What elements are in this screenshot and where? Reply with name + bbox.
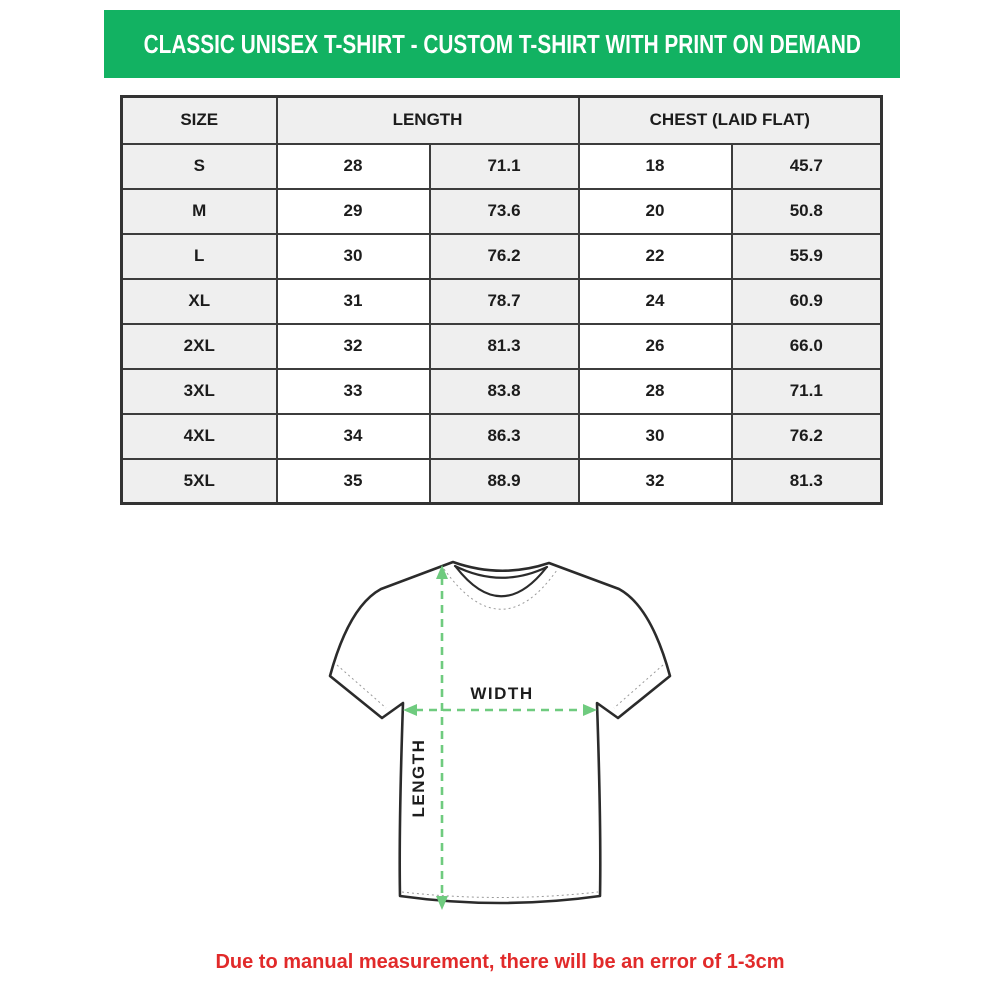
length-cm-value: 86.3: [430, 414, 579, 459]
page-title: CLASSIC UNISEX T-SHIRT - CUSTOM T-SHIRT WITH PRINT ON DEMAND: [143, 28, 861, 59]
table-row: [122, 144, 882, 189]
length-cm-value: 88.9: [430, 459, 579, 504]
size-table-header: [122, 97, 882, 144]
length-cm-value: 78.7: [430, 279, 579, 324]
chest-in-value: 18: [579, 144, 732, 189]
column-header-length: LENGTH: [277, 97, 579, 144]
table-row: [122, 189, 882, 234]
length-in-value: 29: [277, 189, 430, 234]
chest-in-value: 20: [579, 189, 732, 234]
chest-cm-value: 76.2: [732, 414, 882, 459]
size-label: M: [122, 189, 277, 234]
length-arrow-down-icon: [436, 896, 448, 910]
chest-in-value: 28: [579, 369, 732, 414]
length-in-value: 33: [277, 369, 430, 414]
length-in-value: 31: [277, 279, 430, 324]
column-header-size: SIZE: [122, 97, 277, 144]
width-label: WIDTH: [470, 684, 534, 703]
tshirt-outline: [330, 562, 670, 903]
length-cm-value: 76.2: [430, 234, 579, 279]
size-label: XL: [122, 279, 277, 324]
size-label: 4XL: [122, 414, 277, 459]
tshirt-diagram-svg: [320, 552, 680, 937]
size-label: S: [122, 144, 277, 189]
length-in-value: 28: [277, 144, 430, 189]
measurement-disclaimer: Due to manual measurement, there will be an error of 1-3cm: [215, 951, 785, 973]
chest-in-value: 24: [579, 279, 732, 324]
chest-in-value: 26: [579, 324, 732, 369]
length-cm-value: 73.6: [430, 189, 579, 234]
column-header-chest: CHEST (LAID FLAT): [579, 97, 882, 144]
chest-in-value: 30: [579, 414, 732, 459]
chest-cm-value: 81.3: [732, 459, 882, 504]
table-row: [122, 414, 882, 459]
table-row: [122, 234, 882, 279]
length-cm-value: 71.1: [430, 144, 579, 189]
chest-cm-value: 66.0: [732, 324, 882, 369]
table-row: [122, 324, 882, 369]
chest-in-value: 22: [579, 234, 732, 279]
table-header-row: [122, 97, 882, 144]
chest-cm-value: 71.1: [732, 369, 882, 414]
chest-cm-value: 50.8: [732, 189, 882, 234]
size-label: 3XL: [122, 369, 277, 414]
size-label: 2XL: [122, 324, 277, 369]
length-in-value: 32: [277, 324, 430, 369]
size-table: [120, 95, 883, 505]
length-label: LENGTH: [409, 738, 428, 818]
length-cm-value: 81.3: [430, 324, 579, 369]
size-label: 5XL: [122, 459, 277, 504]
table-row: [122, 279, 882, 324]
size-table-body: [122, 144, 882, 504]
chest-cm-value: 55.9: [732, 234, 882, 279]
chest-cm-value: 45.7: [732, 144, 882, 189]
title-banner: [104, 10, 900, 78]
length-in-value: 30: [277, 234, 430, 279]
tshirt-measurement-diagram: [320, 552, 680, 937]
table-row: [122, 459, 882, 504]
table-row: [122, 369, 882, 414]
chest-in-value: 32: [579, 459, 732, 504]
chest-cm-value: 60.9: [732, 279, 882, 324]
length-in-value: 34: [277, 414, 430, 459]
size-label: L: [122, 234, 277, 279]
length-cm-value: 83.8: [430, 369, 579, 414]
length-in-value: 35: [277, 459, 430, 504]
